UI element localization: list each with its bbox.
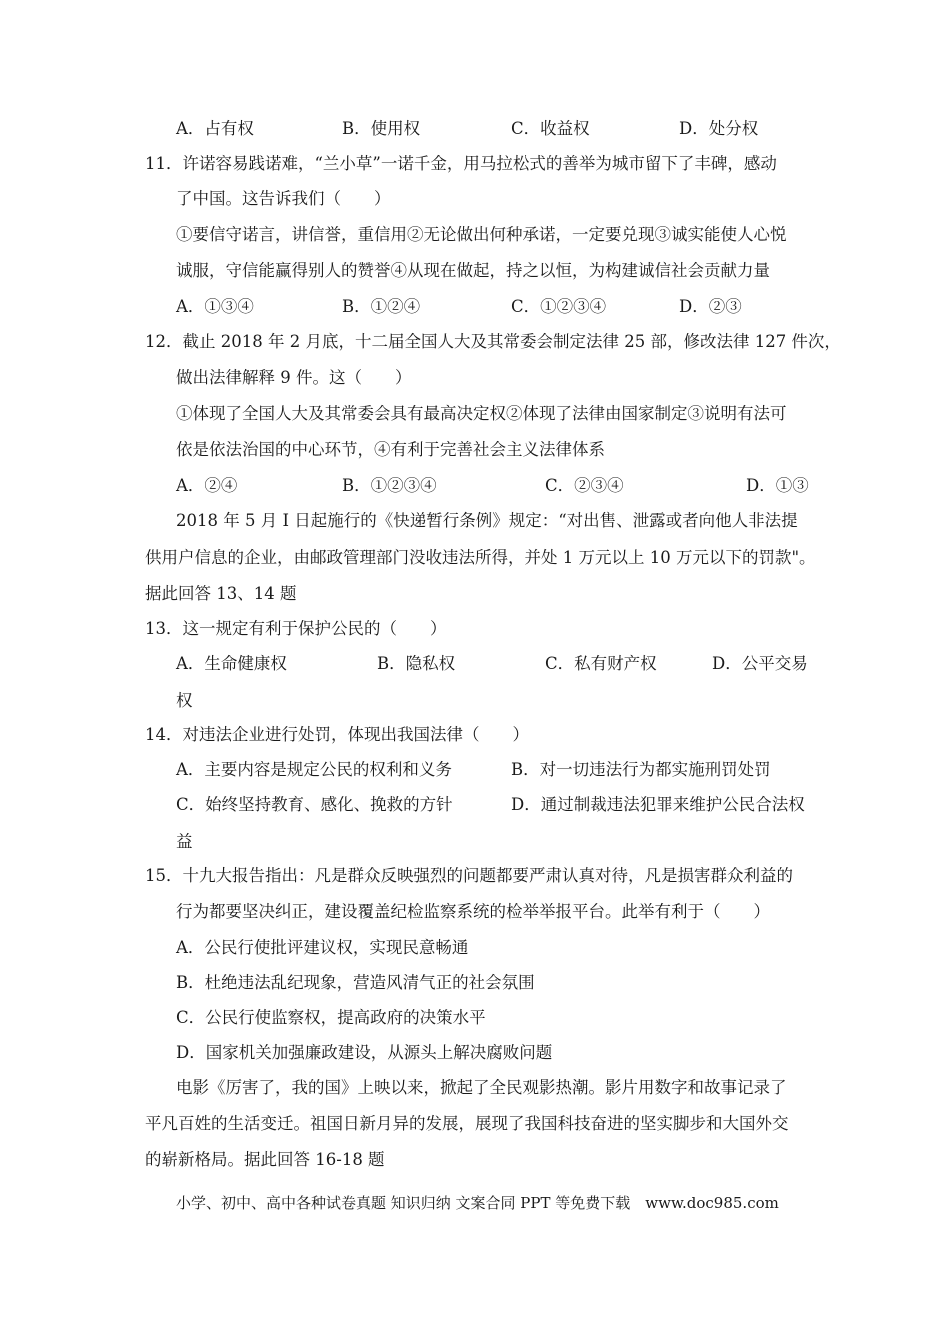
q12-statements-line1: ①体现了全国人大及其常委会具有最高决定权②体现了法律由国家制定③说明有法可 [176,404,787,423]
q14-option-b: B．对一切违法行为都实施刑罚处罚 [511,760,771,779]
q13-option-d: D．公平交易 [712,654,808,673]
q15-option-c: C．公民行使监察权，提高政府的决策水平 [176,1008,486,1027]
page-footer: 小学、初中、高中各种试卷真题 知识归纳 文案合同 PPT 等免费下载 www.doc985.com [176,1194,779,1212]
q10-option-b: B．使用权 [342,119,421,138]
q15-option-d: D．国家机关加强廉政建设，从源头上解决腐败问题 [176,1043,553,1062]
material2-line1: 电影《厉害了，我的国》上映以来，掀起了全民观影热潮。影片用数字和故事记录了 [176,1078,787,1097]
q11-stem-line1: 11．许诺容易践诺难，“兰小草”一诺千金，用马拉松式的善举为城市留下了丰碑，感动 [145,154,777,173]
q14-stem: 14．对违法企业进行处罚，体现出我国法律（ ） [145,725,529,744]
q10-option-d: D．处分权 [679,119,759,138]
q12-option-b: B．①②③④ [342,476,437,495]
q15-option-a: A．公民行使批评建议权，实现民意畅通 [176,938,469,957]
q11-option-a: A．①③④ [176,297,254,316]
q12-option-d: D．①③ [746,476,809,495]
q15-stem-line2: 行为都要坚决纠正，建设覆盖纪检监察系统的检举举报平台。此举有利于（ ） [176,902,770,921]
q12-stem-line1: 12．截止 2018 年 2 月底，十二届全国人大及其常委会制定法律 25 部，修改法律 127 件次， [145,332,841,351]
q14-option-a: A．主要内容是规定公民的权利和义务 [176,760,452,779]
q11-stem-line2: 了中国。这告诉我们（ ） [176,189,391,208]
material2-line3: 的崭新格局。据此回答 16-18 题 [145,1150,385,1169]
q11-option-d: D．②③ [679,297,742,316]
q12-stem-line2: 做出法律解释 9 件。这（ ） [176,368,412,387]
q11-statements-line1: ①要信守诺言，讲信誉，重信用②无论做出何种承诺，一定要兑现③诚实能使人心悦 [176,225,787,244]
q13-stem: 13．这一规定有利于保护公民的（ ） [145,619,447,638]
q15-option-b: B．杜绝违法乱纪现象，营造风清气正的社会氛围 [176,973,535,992]
q14-option-d-wrap: 益 [176,832,193,851]
q13-option-c: C．私有财产权 [545,654,657,673]
q11-statements-line2: 诚服，守信能赢得别人的赞誉④从现在做起，持之以恒，为构建诚信社会贡献力量 [176,261,770,280]
q11-option-c: C．①②③④ [511,297,607,316]
q15-stem-line1: 15．十九大报告指出：凡是群众反映强烈的问题都要严肃认真对待，凡是损害群众利益的 [145,866,793,885]
q11-option-b: B．①②④ [342,297,421,316]
material1-line3: 据此回答 13、14 题 [145,584,297,603]
q13-option-b: B．隐私权 [377,654,456,673]
q13-option-d-wrap: 权 [176,691,193,710]
q12-statements-line2: 依是依法治国的中心环节，④有利于完善社会主义法律体系 [176,440,605,459]
q10-option-c: C．收益权 [511,119,590,138]
q12-option-a: A．②④ [176,476,238,495]
q14-option-c: C．始终坚持教育、感化、挽救的方针 [176,795,453,814]
q10-option-a: A．占有权 [176,119,254,138]
material1-line2: 供用户信息的企业，由邮政管理部门没收违法所得，并处 1 万元以上 10 万元以下的罚款"。 [145,548,816,567]
q12-option-c: C．②③④ [545,476,624,495]
material2-line2: 平凡百姓的生活变迁。祖国日新月异的发展，展现了我国科技奋进的坚实脚步和大国外交 [145,1114,789,1133]
q13-option-a: A．生命健康权 [176,654,287,673]
material1-line1: 2018 年 5 月 I 日起施行的《快递暂行条例》规定：“对出售、泄露或者向他人非法提 [176,511,798,530]
q14-option-d: D．通过制裁违法犯罪来维护公民合法权 [511,795,805,814]
